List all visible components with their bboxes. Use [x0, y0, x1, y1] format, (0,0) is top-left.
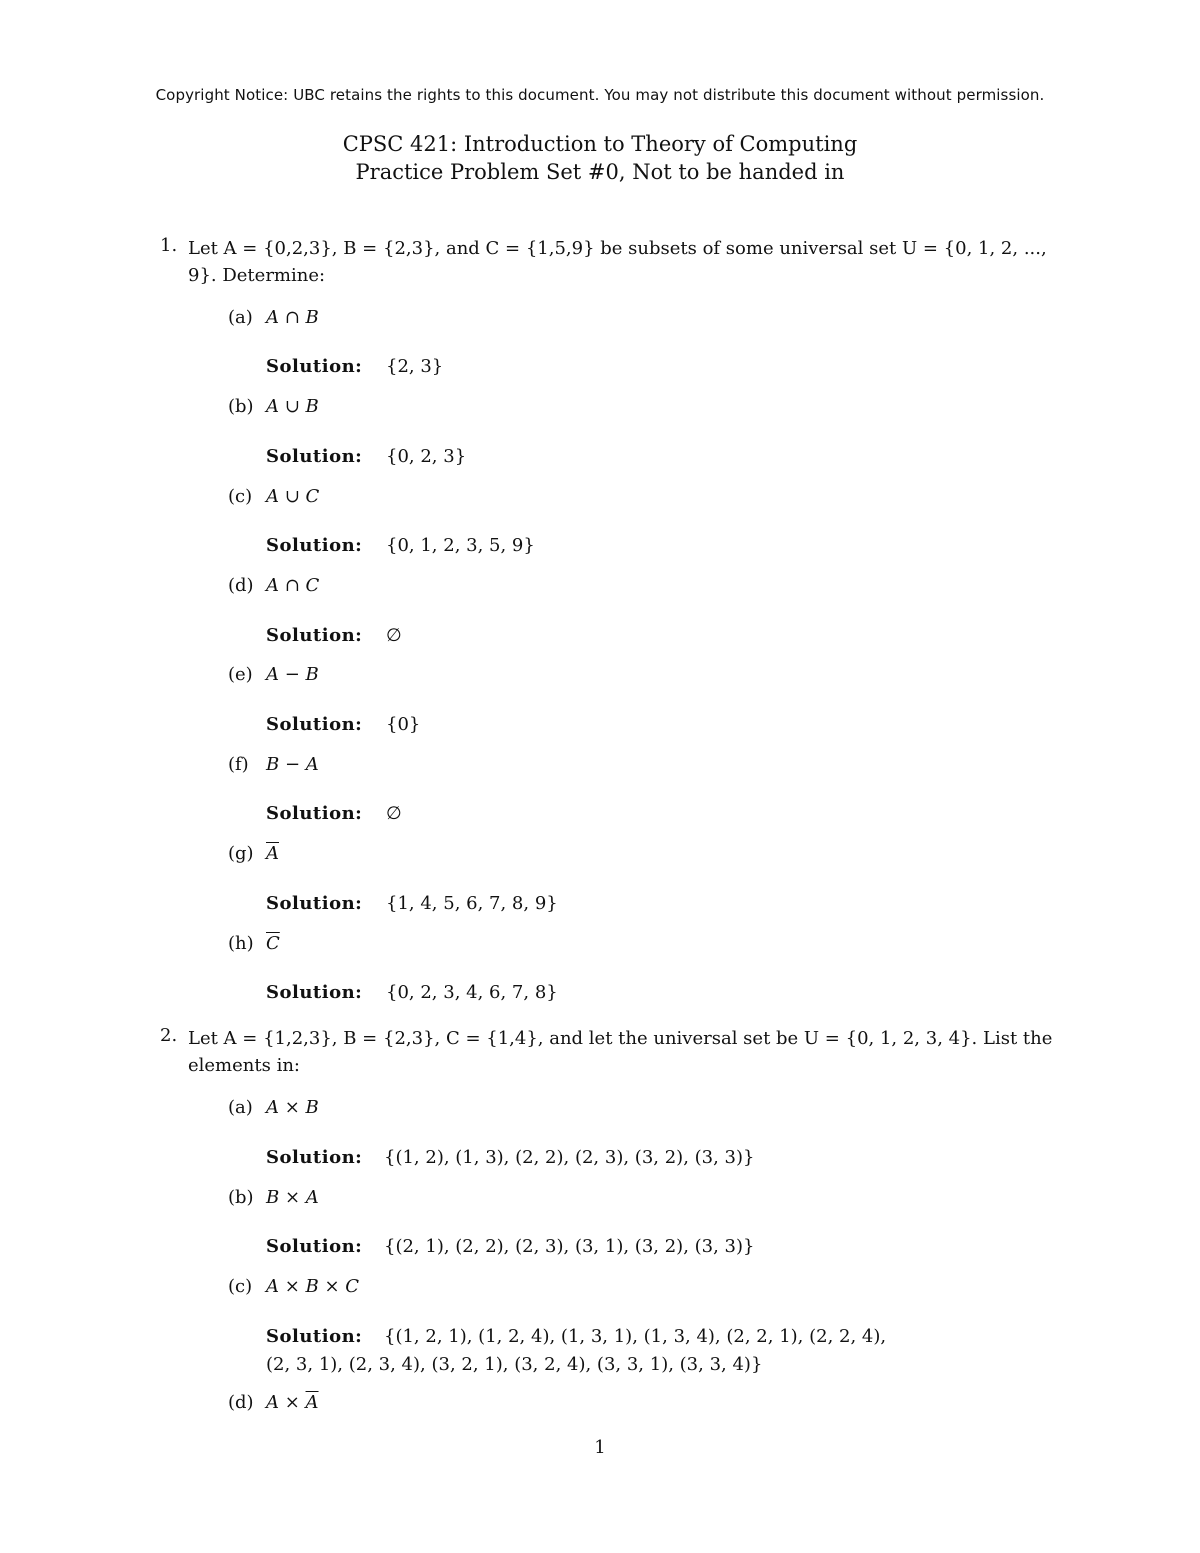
- part-expression: A × B × C: [266, 1276, 360, 1297]
- part-label: (e): [228, 664, 253, 685]
- part-expression-prefix: A ×: [266, 1392, 306, 1413]
- solution-label: Solution:: [266, 535, 363, 556]
- part-expression: A ∩ B: [266, 307, 319, 328]
- solution-label: Solution:: [266, 1147, 363, 1168]
- problem-statement: Let A = {1,2,3}, B = {2,3}, C = {1,4}, and let the universal set be U = {0, 1, 2, 3, 4}. List the elements in:: [188, 1028, 1053, 1076]
- solution-value-continued: (2, 3, 1), (2, 3, 4), (3, 2, 1), (3, 2, 4), (3, 3, 1), (3, 3, 4)}: [266, 1354, 763, 1375]
- solution-label: Solution:: [266, 1326, 363, 1347]
- solution-value: {(2, 1), (2, 2), (2, 3), (3, 1), (3, 2), (3, 3)}: [384, 1236, 755, 1257]
- part-expression: [266, 1392, 319, 1413]
- solution-value: {0, 2, 3}: [386, 446, 467, 467]
- part-label: (c): [228, 486, 253, 507]
- part-label: (a): [228, 1097, 253, 1118]
- part-expression-complement: $\overline{A}$: [266, 843, 279, 864]
- part-expression-complement: $\overline{A}$: [305, 1392, 319, 1413]
- part-label: (a): [228, 307, 253, 328]
- document-subtitle: Practice Problem Set #0, Not to be handed in: [355, 160, 845, 184]
- solution-label: Solution:: [266, 714, 363, 735]
- part-expression: A ∪ C: [266, 486, 320, 507]
- solution-value: {0, 1, 2, 3, 5, 9}: [386, 535, 535, 556]
- problem-number: 1.: [160, 235, 178, 256]
- page-number: 1: [594, 1437, 606, 1458]
- solution-value: {0}: [386, 714, 421, 735]
- part-expression-complement: $\overline{C}$: [266, 933, 280, 954]
- solution-value: ∅: [386, 625, 402, 646]
- part-label: (g): [228, 843, 254, 864]
- part-expression: A − B: [266, 664, 319, 685]
- part-expression: B − A: [266, 754, 319, 775]
- part-label: (c): [228, 1276, 253, 1297]
- solution-value: {1, 4, 5, 6, 7, 8, 9}: [386, 893, 558, 914]
- problem-number: 2.: [160, 1025, 178, 1046]
- solution-value: {0, 2, 3, 4, 6, 7, 8}: [386, 982, 558, 1003]
- solution-label: Solution:: [266, 625, 363, 646]
- document-title: CPSC 421: Introduction to Theory of Computing: [342, 132, 858, 156]
- part-label: (h): [228, 933, 254, 954]
- part-expression: A ∪ B: [266, 396, 319, 417]
- part-label: (d): [228, 1392, 254, 1413]
- copyright-notice: Copyright Notice: UBC retains the rights to this document. You may not distribute this document without permission.: [155, 86, 1045, 104]
- part-expression: A ∩ C: [266, 575, 320, 596]
- part-label: (b): [228, 396, 254, 417]
- solution-label: Solution:: [266, 803, 363, 824]
- solution-label: Solution:: [266, 982, 363, 1003]
- part-expression: B × A: [266, 1187, 319, 1208]
- part-label: (d): [228, 575, 254, 596]
- solution-label: Solution:: [266, 893, 363, 914]
- solution-value: {(1, 2, 1), (1, 2, 4), (1, 3, 1), (1, 3, 4), (2, 2, 1), (2, 2, 4),: [384, 1326, 887, 1347]
- solution-value: {2, 3}: [386, 356, 444, 377]
- problem-statement: Let A = {0,2,3}, B = {2,3}, and C = {1,5,9} be subsets of some universal set U = {0, 1, 2, ..., 9}. Determine:: [188, 238, 1047, 286]
- solution-label: Solution:: [266, 356, 363, 377]
- solution-label: Solution:: [266, 446, 363, 467]
- solution-value: {(1, 2), (1, 3), (2, 2), (2, 3), (3, 2), (3, 3)}: [384, 1147, 755, 1168]
- solution-value: ∅: [386, 803, 402, 824]
- part-expression: A × B: [266, 1097, 319, 1118]
- solution-label: Solution:: [266, 1236, 363, 1257]
- part-label: (f): [228, 754, 249, 775]
- part-label: (b): [228, 1187, 254, 1208]
